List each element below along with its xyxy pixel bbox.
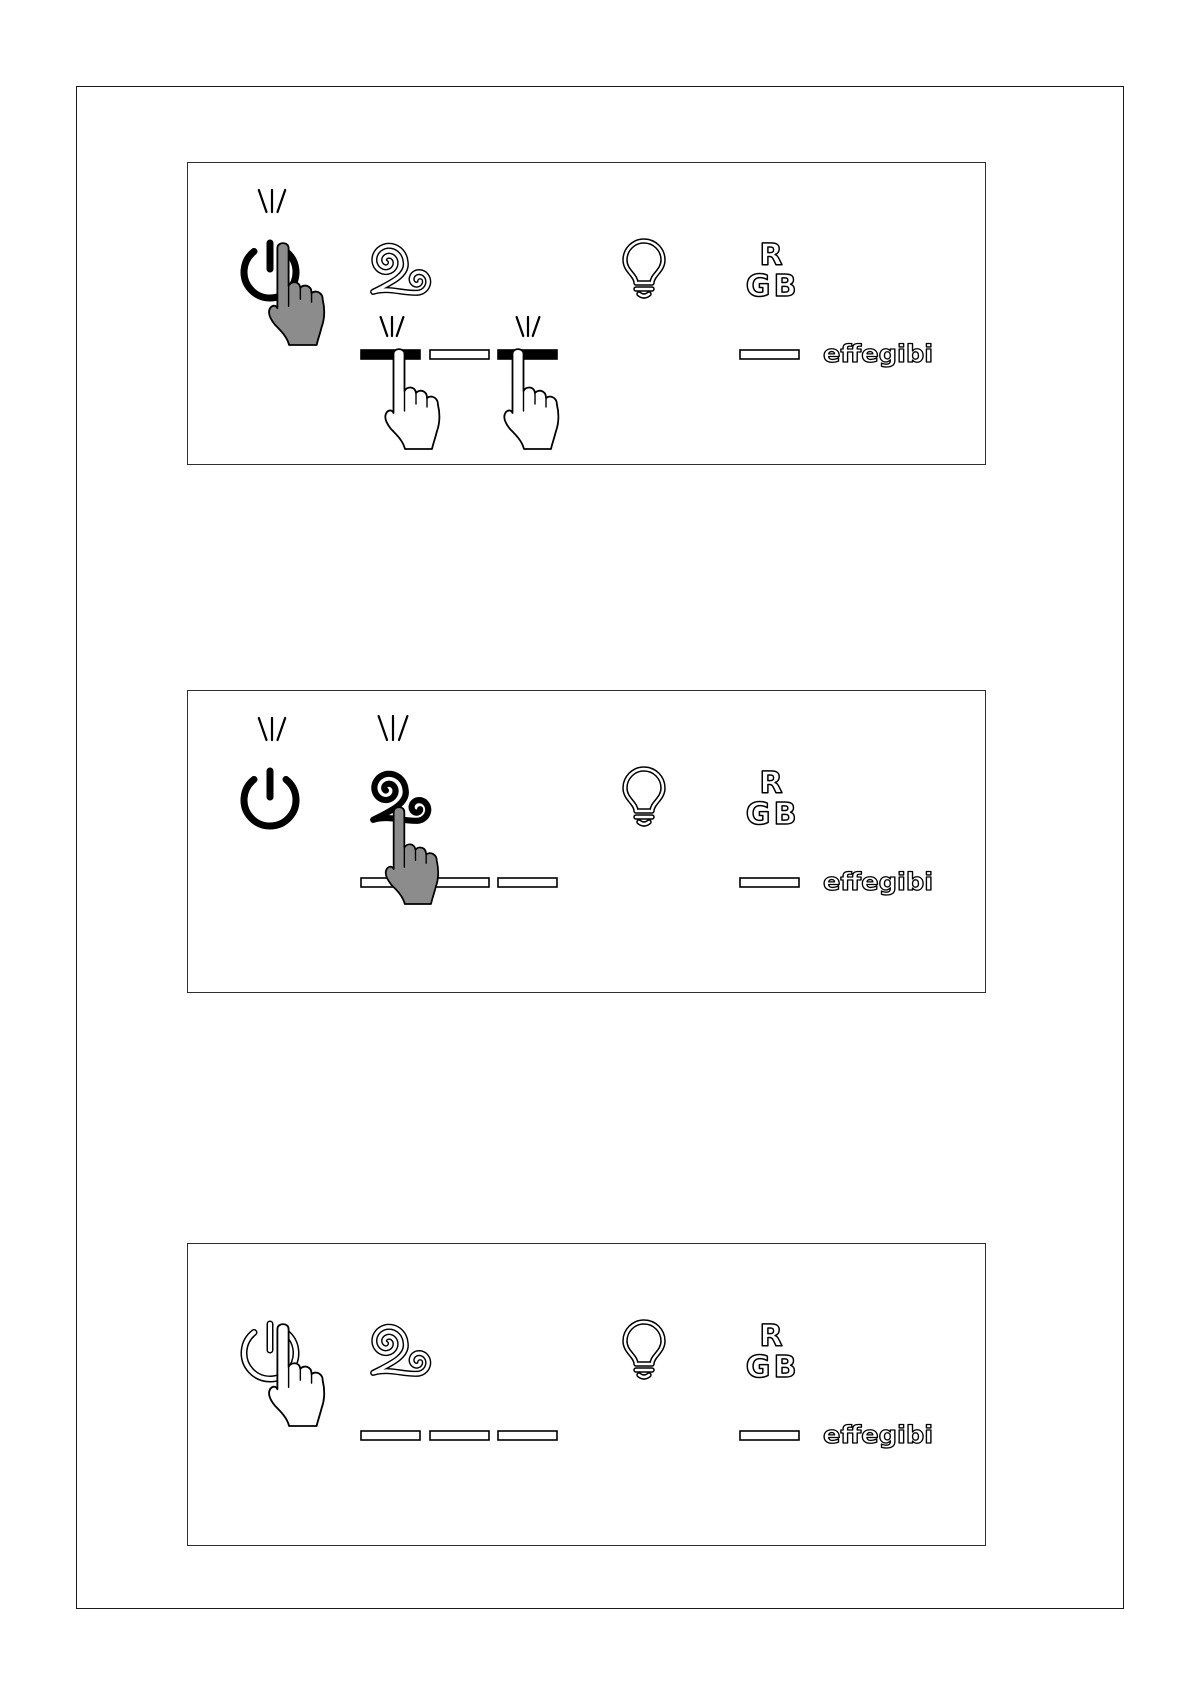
speed-bar-2 xyxy=(430,878,489,887)
blink-marks-icon xyxy=(517,317,540,336)
blink-marks-icon-lines xyxy=(379,716,408,740)
pointing-hand-icon-outline xyxy=(385,349,439,449)
control-panel-3-drawing xyxy=(188,1244,984,1544)
bulb-icon xyxy=(625,1322,663,1377)
blink-marks-icon xyxy=(381,317,404,336)
blink-marks-icon xyxy=(379,716,408,740)
rgb-letter-b: B xyxy=(773,269,797,304)
speed-bar-3 xyxy=(498,878,557,887)
bulb-icon xyxy=(625,241,663,296)
control-panel-3 xyxy=(187,1243,986,1546)
speed-bar-2 xyxy=(430,1431,489,1440)
pointing-hand-icon-outline xyxy=(269,243,324,345)
fan-icon xyxy=(373,246,428,293)
brand-logo: effegibi xyxy=(823,1421,933,1449)
fan-icon xyxy=(373,1327,428,1374)
rgb-letter-g: G xyxy=(745,797,771,832)
rgb-icon xyxy=(746,1319,797,1385)
pointing-hand-icon-outline xyxy=(269,1324,324,1426)
power-icon-stroke xyxy=(244,771,296,826)
rgb-letter-g: G xyxy=(745,269,771,304)
pointing-hand-icon-outline xyxy=(504,349,558,449)
rgb-letter-b: B xyxy=(773,797,797,832)
control-panel-2 xyxy=(187,690,986,993)
control-panel-1 xyxy=(187,162,986,465)
speed-bar-1 xyxy=(361,1431,420,1440)
speed-bar-3 xyxy=(498,350,557,359)
power-icon xyxy=(244,771,296,826)
blink-marks-icon-lines xyxy=(381,317,404,336)
speed-bar-3 xyxy=(498,1431,557,1440)
bulb-icon xyxy=(625,769,663,824)
blink-marks-icon-lines xyxy=(259,718,285,740)
pointing-hand-icon xyxy=(269,1324,324,1426)
speed-bar-1 xyxy=(361,350,420,359)
brand-logo: effegibi xyxy=(823,340,933,368)
light-bar xyxy=(740,350,799,359)
rgb-icon xyxy=(746,766,797,832)
pointing-hand-icon xyxy=(269,243,324,345)
blink-marks-icon xyxy=(259,190,285,212)
brand-logo: effegibi xyxy=(823,868,933,896)
rgb-icon xyxy=(746,238,797,304)
blink-marks-icon xyxy=(259,718,285,740)
rgb-letter-b: B xyxy=(773,1350,797,1385)
rgb-letter-g: G xyxy=(745,1350,771,1385)
control-panel-2-drawing xyxy=(188,691,984,991)
blink-marks-icon-lines xyxy=(259,190,285,212)
rgb-letter-r: R xyxy=(759,238,783,273)
light-bar xyxy=(740,878,799,887)
speed-bar-2 xyxy=(430,350,489,359)
control-panel-1-drawing xyxy=(188,163,984,463)
light-bar xyxy=(740,1431,799,1440)
pointing-hand-icon xyxy=(385,349,439,449)
rgb-letter-r: R xyxy=(759,766,783,801)
rgb-letter-r: R xyxy=(759,1319,783,1354)
blink-marks-icon-lines xyxy=(517,317,540,336)
pointing-hand-icon xyxy=(504,349,558,449)
